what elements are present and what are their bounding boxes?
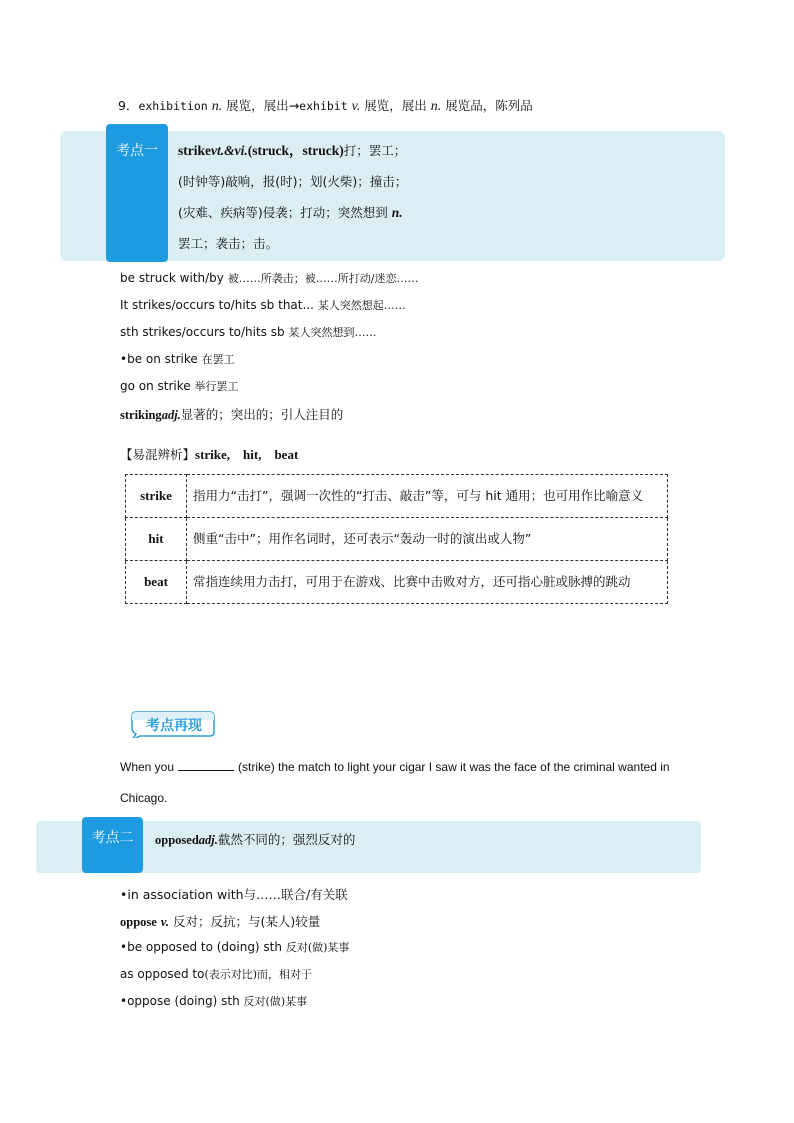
table-word: strike [126,475,187,518]
exercise-sentence: When you (strike) the match to light your cigar I saw it was the face of the criminal wanted in Chicago. [120,760,670,805]
exam-review-badge [130,710,216,738]
phrase-note: sth strikes/occurs to/hits sb 某人突然想到…… [120,325,377,339]
table-desc: 侧重“击中”；用作名词时，还可表示“轰动一时的演出或人物” [187,518,668,561]
phrase-note: •be on strike 在罢工 [120,352,235,366]
key-point-tab: 考点一 [106,124,168,262]
phrase-note: It strikes/occurs to/hits sb that... 某人突然想起…… [120,298,406,312]
meaning: 展览品，陈列品 [445,98,533,113]
table-row [126,518,668,561]
meaning: 展览，展出 [226,98,289,113]
pos-label: adj. [198,833,218,847]
headword: strike [178,143,211,158]
pos-verb: v. [351,99,361,114]
key-point-definition [155,830,355,848]
table-desc: 常指连续用力击打，可用于在游戏、比赛中击败对方，还可指心脏或脉搏的跳动 [187,561,668,604]
word-exhibit: exhibit [299,99,348,113]
vocab-line-9 [118,96,533,115]
pos-label: n. [391,205,403,220]
answer-blank[interactable] [178,758,234,771]
definition-text: 罢工；袭击；击。 [178,236,279,251]
compare-heading: 【易混辨析】strike, hit, beat [120,447,299,462]
headword: opposed [155,833,199,847]
phrase-note: •in association with与……联合/有关联 [120,887,348,902]
word-exhibition: exhibition [138,99,208,113]
table-row [126,475,668,518]
table-row [126,561,668,604]
pos-noun: n. [211,99,223,114]
phrase-note: as opposed to(表示对比)而，相对于 [120,967,313,981]
table-word: hit [126,518,187,561]
definition-text: 打；罢工；(时钟等)敲响，报(时)；划(火柴)；撞击；(灾难、疾病等)侵袭；打动；突然想到 [178,143,408,220]
phrase-note: go on strike 举行罢工 [120,379,239,393]
striking-note: strikingadj.显著的；突出的；引人注目的 [120,407,344,422]
verb-forms: (struck，struck) [247,143,344,158]
badge-text: 考点再现 [146,718,202,734]
phrase-note: •oppose (doing) sth 反对(做)某事 [120,994,308,1008]
key-point-tab: 考点二 [82,817,143,873]
comparison-table [125,474,668,604]
phrase-note: oppose v. 反对；反抗；与(某人)较量 [120,914,321,929]
phrase-note: •be opposed to (doing) sth 反对(做)某事 [120,940,350,954]
badge-frame-icon [130,710,216,738]
phrase-note: be struck with/by 被……所袭击；被……所打动/迷恋…… [120,271,419,285]
key-point-definition [178,135,413,259]
right-arrow-icon: → [288,98,300,113]
pos-noun: n. [430,99,442,114]
pos-label: vt.&vi. [211,143,248,158]
item-number: 9． [118,98,139,113]
table-desc: 指用力“击打”，强调一次性的“打击、敲击”等，可与 hit 通用；也可用作比喻意义 [187,475,668,518]
table-word: beat [126,561,187,604]
meaning: 展览，展出 [364,98,427,113]
definition-text: 截然不同的；强烈反对的 [217,832,356,847]
